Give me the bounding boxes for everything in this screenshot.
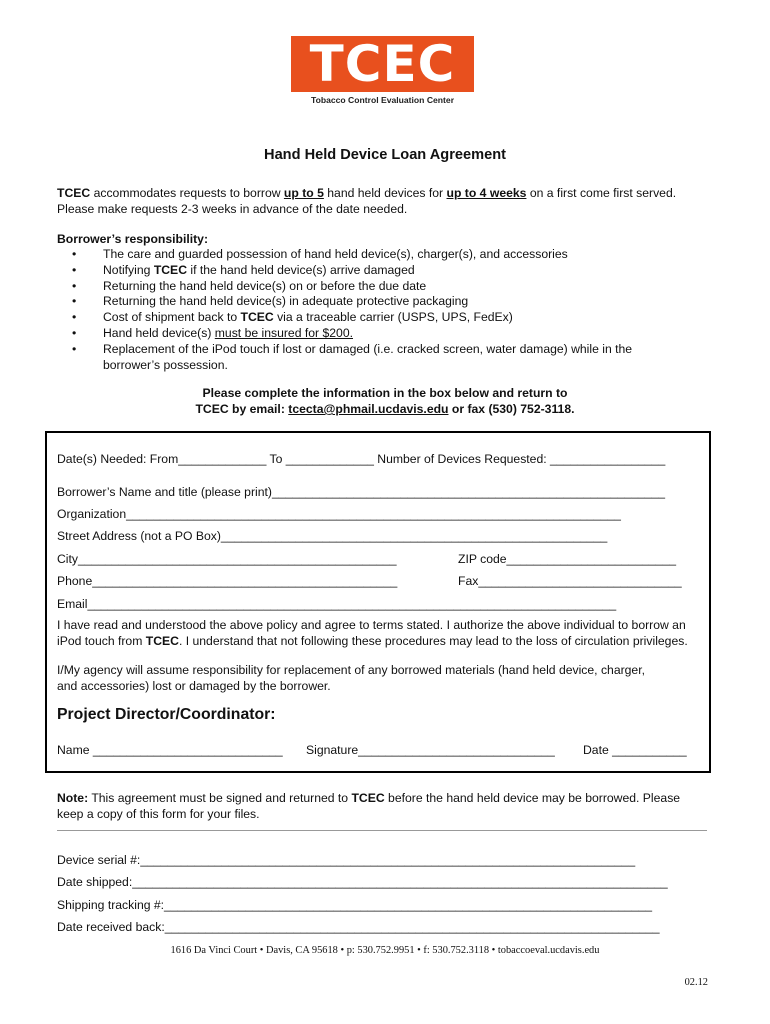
list-item <box>67 326 632 342</box>
instructions-line-2 <box>0 401 770 417</box>
note-label: Note: <box>57 791 89 805</box>
bullet-icon: • <box>72 325 77 340</box>
intro-text-2: hand held devices for <box>323 186 447 200</box>
list-item-text: Returning the hand held device(s) on or before the due date <box>103 278 427 293</box>
note-line-1 <box>57 790 680 806</box>
logo-wordmark-box <box>291 36 474 92</box>
contact-email-link[interactable]: tcecta@phmail.ucdavis.edu <box>288 402 449 416</box>
list-item <box>67 247 632 263</box>
list-item-org: TCEC <box>240 310 274 325</box>
bullet-icon: • <box>72 341 77 356</box>
list-item-org: TCEC <box>153 262 187 277</box>
list-item-text: Notifying <box>103 262 154 277</box>
list-item-text: Cost of shipment back to <box>103 310 241 325</box>
list-item <box>67 279 632 295</box>
list-item-text: via a traceable carrier (USPS, UPS, FedEx) <box>273 310 513 325</box>
bullet-icon: • <box>72 310 77 325</box>
bullet-icon: • <box>72 247 77 261</box>
bullet-icon: • <box>72 262 77 277</box>
instructions-line-1: Please complete the information in the box below and return to <box>202 386 568 400</box>
device-serial-field[interactable]: Device serial #:_________________________________________________________________________ <box>57 853 636 867</box>
list-item-text: if the hand held device(s) arrive damaged <box>187 262 415 277</box>
intro-line-1 <box>57 185 676 201</box>
dates-needed-field[interactable]: Date(s) Needed: From_____________ To _____________ Number of Devices Requested: _________________ <box>57 452 666 466</box>
list-item <box>67 342 632 374</box>
note-text: This agreement must be signed and returned to <box>88 791 352 805</box>
list-item <box>67 310 632 326</box>
bullet-icon: • <box>72 278 77 293</box>
footer-address: 1616 Da Vinci Court • Davis, CA 95618 • p: 530.752.9951 • f: 530.752.3118 • tobaccoeval.ucdavis.edu <box>170 945 600 956</box>
note-line-2: keep a copy of this form for your files. <box>57 807 260 821</box>
form-version: 02.12 <box>684 977 708 988</box>
list-item-text: Hand held device(s) <box>103 325 215 340</box>
director-date-field[interactable]: Date ___________ <box>583 743 687 757</box>
list-item-text: The care and guarded possession of hand held device(s), charger(s), and accessories <box>103 247 568 261</box>
director-name-field[interactable]: Name ____________________________ <box>57 743 283 757</box>
project-director-heading: Project Director/Coordinator: <box>57 706 276 723</box>
director-signature-field[interactable]: Signature_____________________________ <box>306 743 555 757</box>
liability-line-2: and accessories) lost or damaged by the borrower. <box>57 679 331 693</box>
intro-device-limit: up to 5 <box>283 186 324 200</box>
date-received-field[interactable]: Date received back:_________________________________________________________________________ <box>57 920 660 934</box>
zip-code-field[interactable]: ZIP code_________________________ <box>458 552 677 566</box>
date-shipped-field[interactable]: Date shipped:_______________________________________________________________________________ <box>57 875 668 889</box>
liability-line-1: I/My agency will assume responsibility for replacement of any borrowed materials (hand held device, charger, <box>57 663 645 677</box>
intro-text-3: on a first come first served. <box>526 186 677 200</box>
responsibility-heading: Borrower’s responsibility: <box>57 232 209 246</box>
agreement-line-2 <box>57 633 688 649</box>
intro-org: TCEC <box>57 186 91 200</box>
list-item-text: Replacement of the iPod touch if lost or damaged (i.e. cracked screen, water damage) while in the <box>103 341 633 356</box>
instructions-email-label: TCEC by email: <box>195 402 289 416</box>
agreement-org: TCEC <box>145 634 179 648</box>
list-item <box>67 263 632 279</box>
organization-field[interactable]: Organization_________________________________________________________________________ <box>57 507 621 521</box>
fax-field[interactable]: Fax______________________________ <box>458 574 682 588</box>
intro-text-1: accommodates requests to borrow <box>90 186 284 200</box>
intro-line-2: Please make requests 2-3 weeks in advance of the date needed. <box>57 202 408 216</box>
note-org: TCEC <box>351 791 385 805</box>
email-field[interactable]: Email______________________________________________________________________________ <box>57 597 617 611</box>
instructions-fax: or fax (530) 752-3118. <box>448 402 575 416</box>
street-address-field[interactable]: Street Address (not a PO Box)_________________________________________________________ <box>57 529 608 543</box>
list-item-text-continued: borrower’s possession. <box>103 357 228 372</box>
responsibility-list <box>67 247 632 373</box>
agreement-text: . I understand that not following these procedures may lead to the loss of circulation privileges. <box>178 634 688 648</box>
shipping-tracking-field[interactable]: Shipping tracking #:________________________________________________________________________ <box>57 898 653 912</box>
insurance-requirement: must be insured for $200. <box>214 325 353 340</box>
intro-week-limit: up to 4 weeks <box>446 186 527 200</box>
phone-field[interactable]: Phone_____________________________________________ <box>57 574 398 588</box>
page-title: Hand Held Device Loan Agreement <box>264 147 506 163</box>
logo-wordmark: TCEC <box>309 35 456 93</box>
borrower-name-field[interactable]: Borrower’s Name and title (please print)__________________________________________________________ <box>57 485 666 499</box>
agreement-line-1: I have read and understood the above policy and agree to terms stated. I authorize the above individual to borrow an <box>57 618 686 632</box>
note-text: before the hand held device may be borrowed. Please <box>384 791 681 805</box>
tcec-logo <box>291 36 474 105</box>
city-field[interactable]: City_______________________________________________ <box>57 552 397 566</box>
agreement-text: iPod touch from <box>57 634 146 648</box>
section-divider <box>57 830 707 831</box>
list-item <box>67 294 632 310</box>
list-item-text: Returning the hand held device(s) in adequate protective packaging <box>103 294 469 309</box>
logo-subtitle: Tobacco Control Evaluation Center <box>310 95 455 105</box>
bullet-icon: • <box>72 294 77 309</box>
